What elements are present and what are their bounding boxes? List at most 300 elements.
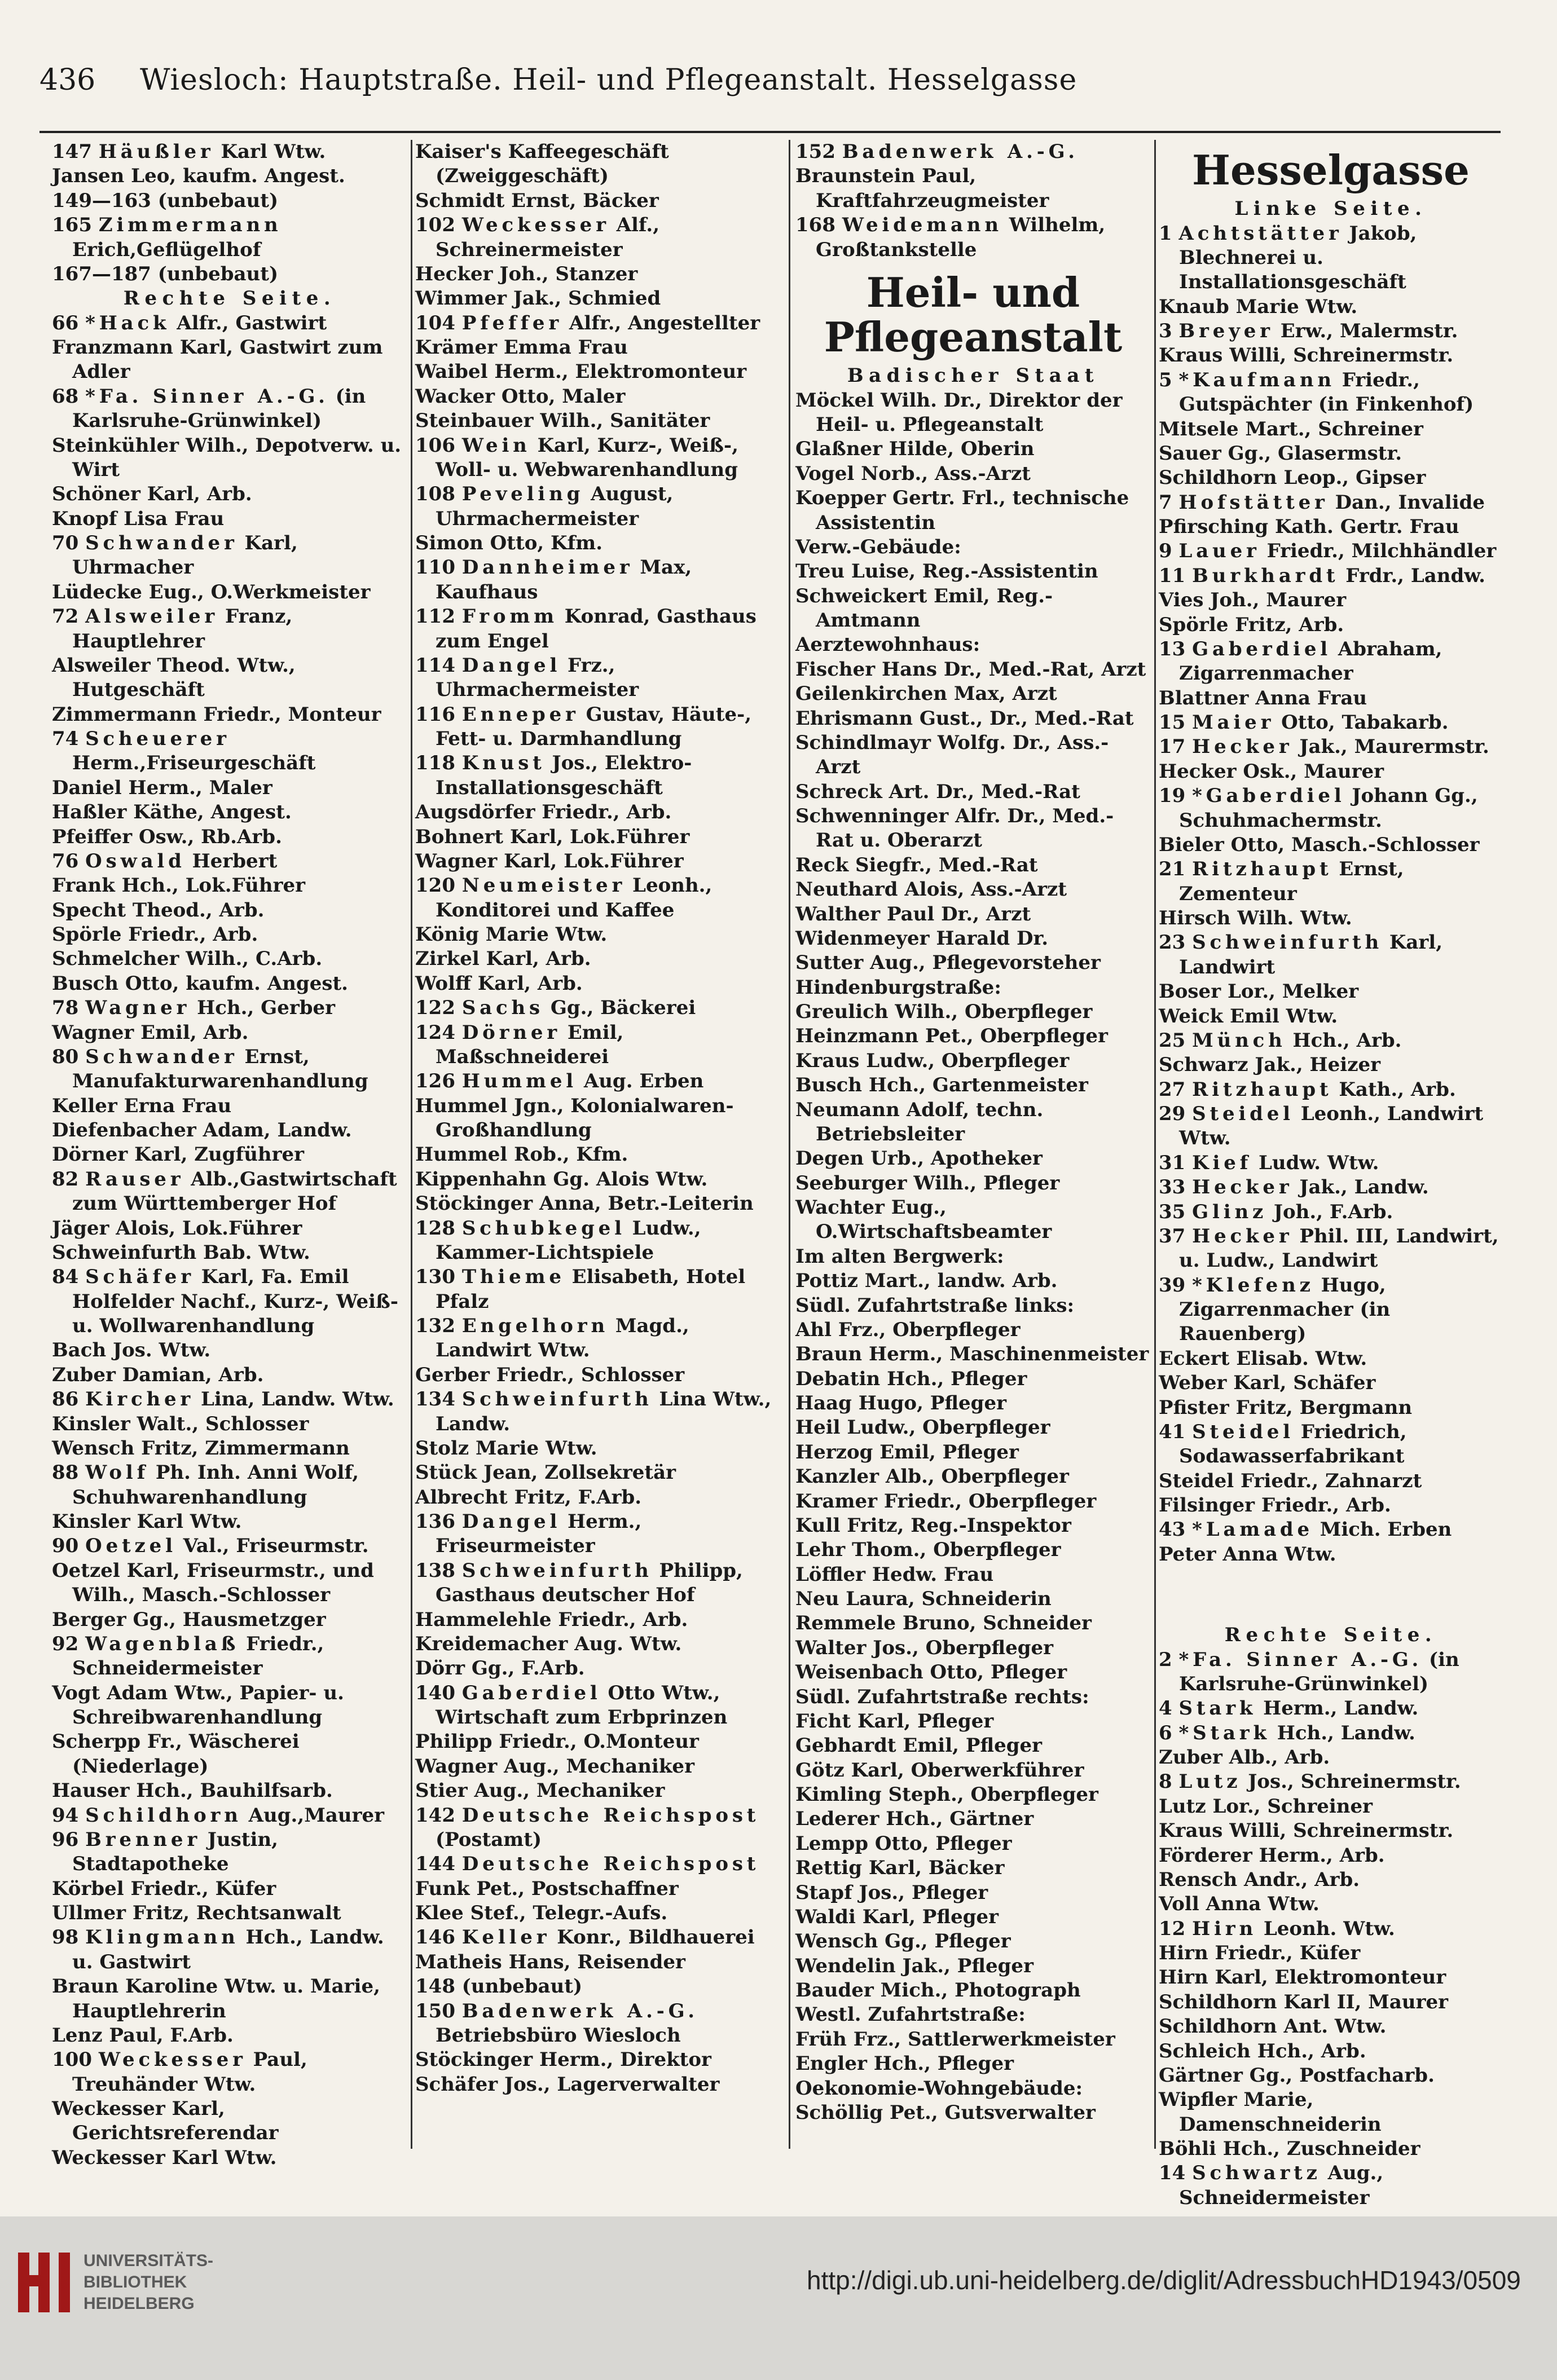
entry-text: Schildhorn Leop., Gipser xyxy=(1159,466,1426,490)
entry-text: Busch Otto, kaufm. Angest. xyxy=(52,972,349,995)
directory-entry xyxy=(415,1999,776,2048)
directory-entry xyxy=(795,559,1151,584)
directory-entry xyxy=(415,800,776,825)
directory-entry xyxy=(415,434,776,483)
house-number: 13 xyxy=(1159,637,1186,660)
entry-text: Frz., Uhrmachermeister xyxy=(436,654,639,702)
house-number: 134 xyxy=(415,1388,455,1411)
entry-text: Kaiser's Kaffeegeschäft (Zweiggeschäft) xyxy=(415,140,669,188)
header-rule xyxy=(39,131,1501,133)
entry-text: Friedr., Milchhändler xyxy=(1266,540,1497,563)
directory-entry xyxy=(52,140,407,164)
directory-entry xyxy=(52,1608,407,1632)
directory-entry xyxy=(415,1730,776,1754)
entry-text: Gustav, Häute-, Fett- u. Darmhandlung xyxy=(436,703,752,750)
entry-text: Greulich Wilh., Oberpfleger xyxy=(795,1001,1093,1023)
subsection-heading: Oekonomie-Wohngebäude: xyxy=(795,2077,1083,2100)
directory-entry xyxy=(1159,1347,1503,1371)
entry-text: Neu Laura, Schneiderin xyxy=(795,1588,1052,1610)
directory-entry xyxy=(795,1269,1151,1293)
entry-text: Friedr., Gutspächter (in Finkenhof) xyxy=(1179,368,1474,416)
directory-entry xyxy=(52,1828,407,1877)
directory-entry xyxy=(415,972,776,996)
directory-entry xyxy=(52,1265,407,1338)
entry-text: Schöllig Pet., Gutsverwalter xyxy=(795,2101,1096,2124)
entry-text: Haag Hugo, Pfleger xyxy=(795,1392,1006,1414)
directory-entry xyxy=(52,800,407,825)
directory-entry xyxy=(795,1391,1151,1416)
directory-entry xyxy=(1159,1892,1503,1916)
directory-entry xyxy=(795,2052,1151,2076)
entry-text: Specht Theod., Arb. xyxy=(52,898,265,922)
entry-text: Pottiz Mart., landw. Arb. xyxy=(795,1270,1058,1293)
owner-name: Brenner xyxy=(85,1828,201,1851)
entry-text: Boser Lor., Melker xyxy=(1159,980,1359,1003)
house-number: 90 xyxy=(52,1535,79,1558)
directory-entry xyxy=(795,1783,1151,1807)
directory-entry xyxy=(1159,1990,1503,2015)
directory-entry xyxy=(1159,417,1503,442)
directory-entry xyxy=(52,1021,407,1045)
entry-text: Hch., Arb. xyxy=(1292,1029,1402,1052)
owner-name: Dangel xyxy=(461,1510,561,1533)
entry-text: Karl Wtw. xyxy=(221,140,326,163)
entry-text: Hecker Osk., Maurer xyxy=(1159,760,1384,783)
directory-entry xyxy=(1159,2039,1503,2064)
house-number: 80 xyxy=(52,1045,79,1068)
entry-text: Franzmann Karl, Gastwirt zum Adler xyxy=(52,336,383,384)
entry-text: Phil. III, Landwirt, u. Ludw., Landwirt xyxy=(1179,1224,1499,1272)
side-heading: Rechte Seite. xyxy=(1224,1624,1437,1647)
directory-entry xyxy=(795,902,1151,927)
entry-text: Ludw. Wtw. xyxy=(1258,1151,1379,1174)
owner-name: Kief xyxy=(1192,1151,1252,1174)
entry-text: Kramer Friedr., Oberpfleger xyxy=(795,1489,1097,1513)
entry-text: Leonh., Konditorei und Kaffee xyxy=(436,874,712,922)
owner-name: Kircher xyxy=(85,1388,195,1411)
directory-entry xyxy=(795,853,1151,878)
directory-entry xyxy=(52,311,407,336)
directory-entry xyxy=(795,1636,1151,1660)
directory-entry xyxy=(52,1730,407,1779)
entry-text: Kreidemacher Aug. Wtw. xyxy=(415,1632,682,1655)
directory-entry xyxy=(795,1881,1151,1905)
entry-text: Frank Hch., Lok.Führer xyxy=(52,874,306,897)
house-number: 96 xyxy=(52,1828,79,1851)
directory-entry xyxy=(795,2101,1151,2125)
owner-name: Hecker xyxy=(1192,735,1293,759)
entry-text: Wimmer Jak., Schmied xyxy=(415,287,661,310)
entry-text: Zimmermann Friedr., Monteur xyxy=(52,703,381,726)
house-number: 12 xyxy=(1159,1917,1186,1940)
directory-entry xyxy=(52,1632,407,1681)
owner-name: Lauer xyxy=(1178,540,1260,563)
directory-entry xyxy=(1159,1029,1503,1053)
directory-entry xyxy=(1159,1053,1503,1077)
entry-text: Körbel Friedr., Küfer xyxy=(52,1877,276,1900)
entry-text: Karl, Kurz-, Weiß-, Woll- u. Webwarenhandlung xyxy=(436,434,738,481)
entry-text: Steinkühler Wilh., Depotverw. u. Wirt xyxy=(52,434,402,481)
house-number: 19 xyxy=(1159,784,1186,808)
entry-text: Stück Jean, Zollsekretär xyxy=(415,1461,676,1484)
directory-entry xyxy=(52,1779,407,1803)
entry-text: Alb.,Gastwirtschaft zum Württemberger Hof xyxy=(72,1167,397,1215)
directory-entry xyxy=(415,1656,776,1681)
house-number: 66 xyxy=(52,311,79,334)
directory-entry xyxy=(52,1363,407,1387)
entry-text: (in Karlsruhe-Grünwinkel) xyxy=(72,385,366,433)
entry-text: Konrad, Gasthaus zum Engel xyxy=(436,605,756,653)
directory-entry xyxy=(1159,319,1503,343)
house-number: 74 xyxy=(52,728,79,750)
directory-entry xyxy=(415,556,776,605)
directory-entry xyxy=(795,140,1151,164)
entry-text: Schmelcher Wilh., C.Arb. xyxy=(52,947,323,971)
entry-text: Dörner Karl, Zugführer xyxy=(52,1143,305,1166)
directory-entry xyxy=(795,1024,1151,1048)
directory-entry xyxy=(795,780,1151,804)
owner-name: Schwander xyxy=(85,532,238,554)
directory-entry xyxy=(415,996,776,1020)
house-number: 132 xyxy=(415,1315,455,1337)
directory-entry xyxy=(1159,442,1503,466)
directory-entry xyxy=(1159,1224,1503,1273)
entry-text: Löffler Hedw. Frau xyxy=(795,1563,994,1586)
directory-entry xyxy=(795,1367,1151,1391)
house-number: 168 xyxy=(795,214,835,237)
directory-entry xyxy=(52,482,407,506)
house-number: 116 xyxy=(415,703,455,726)
directory-entry xyxy=(415,874,776,923)
directory-entry xyxy=(795,1905,1151,1929)
column-2 xyxy=(415,140,776,2148)
entry-text: Klee Stef., Telegr.-Aufs. xyxy=(415,1902,668,1924)
directory-entry xyxy=(52,849,407,874)
directory-entry xyxy=(415,1559,776,1608)
directory-entry xyxy=(52,1681,407,1730)
entry-text: Filsinger Friedr., Arb. xyxy=(1159,1494,1391,1517)
house-number: 124 xyxy=(415,1021,455,1044)
entry-text: Lenz Paul, F.Arb. xyxy=(52,2024,234,2047)
subsection-heading: Aerztewohnhaus: xyxy=(795,633,980,656)
directory-entry xyxy=(795,164,1151,213)
entry-text: Herzog Emil, Pfleger xyxy=(795,1440,1019,1464)
directory-entry xyxy=(415,531,776,556)
directory-entry xyxy=(415,1925,776,1950)
house-number: 147 xyxy=(52,140,92,163)
entry-text: Justin, Stadtapotheke xyxy=(72,1828,279,1876)
entry-text: Aug., Schneidermeister xyxy=(1179,2162,1384,2209)
entry-text: Sauer Gg., Glasermstr. xyxy=(1159,442,1402,465)
entry-text: Schweickert Emil, Reg.-Amtmann xyxy=(795,584,1053,632)
entry-text: Haßler Käthe, Angest. xyxy=(52,801,292,824)
entry-text: Debatin Hch., Pfleger xyxy=(795,1367,1027,1390)
directory-entry xyxy=(795,731,1151,780)
entry-text: Hauser Hch., Bauhilfsarb. xyxy=(52,1779,333,1802)
directory-entry xyxy=(795,389,1151,438)
entry-text: Scherpp Fr., Wäscherei (Niederlage) xyxy=(52,1730,300,1778)
column-divider xyxy=(411,140,412,2149)
directory-entry xyxy=(795,584,1151,633)
house-number: 25 xyxy=(1159,1029,1186,1052)
directory-entry xyxy=(415,1510,776,1559)
entry-text: Sutter Aug., Pflegevorsteher xyxy=(795,951,1101,975)
directory-entry xyxy=(52,1094,407,1118)
directory-entry xyxy=(1159,2161,1503,2210)
directory-entry xyxy=(415,1486,776,1510)
owner-name: Hirn xyxy=(1192,1917,1257,1940)
column-4 xyxy=(1159,140,1503,2209)
entry-text: Johann Gg., Schuhmachermstr. xyxy=(1179,784,1478,832)
entry-text: Bieler Otto, Masch.-Schlosser xyxy=(1159,833,1480,856)
entry-text: Steidel Friedr., Zahnarzt xyxy=(1159,1469,1422,1492)
subsection-heading: Hindenburgstraße: xyxy=(795,976,1001,999)
directory-entry xyxy=(52,996,407,1020)
directory-entry xyxy=(52,1804,407,1828)
directory-entry xyxy=(795,1000,1151,1024)
directory-entry xyxy=(1159,1420,1503,1469)
owner-name: Rauser xyxy=(85,1167,184,1191)
library-name-line: HEIDELBERG xyxy=(83,2294,195,2313)
directory-entry xyxy=(52,580,407,605)
entry-text: Weber Karl, Schäfer xyxy=(1159,1372,1376,1395)
directory-entry xyxy=(1159,343,1503,368)
entry-text: Mitsele Mart., Schreiner xyxy=(1159,417,1423,440)
house-number: 76 xyxy=(52,849,79,872)
owner-name: Weidemann xyxy=(842,214,1002,237)
directory-entry xyxy=(415,849,776,874)
entry-text: Braun Herm., Maschinenmeister xyxy=(795,1343,1149,1366)
column-divider xyxy=(789,140,790,2149)
entry-text: Stöckinger Herm., Direktor xyxy=(415,2048,711,2072)
footer-bar xyxy=(0,2216,1557,2380)
entry-text: Berger Gg., Hausmetzger xyxy=(52,1608,326,1631)
owner-name: Thieme xyxy=(461,1266,565,1289)
directory-entry xyxy=(415,1069,776,1094)
directory-entry xyxy=(415,1143,776,1167)
directory-entry xyxy=(1159,1273,1503,1347)
entry-text: Hummel Jgn., Kolonialwaren-Großhandlung xyxy=(415,1094,734,1141)
directory-entry xyxy=(52,262,407,287)
house-number: 104 xyxy=(415,311,455,334)
entry-text: Spörle Friedr., Arb. xyxy=(52,923,258,946)
entry-text: Braun Karoline Wtw. u. Marie, Hauptlehrerin xyxy=(52,1975,380,2022)
library-name-line: UNIVERSITÄTS- xyxy=(83,2251,214,2270)
directory-entry xyxy=(1159,1746,1503,1770)
owner-name: Oswald xyxy=(85,849,186,872)
page-title: Wiesloch: Hauptstraße. Heil- und Pflegeanstalt. Hesselgasse xyxy=(140,63,1077,97)
house-number: 43 xyxy=(1159,1518,1186,1541)
entry-text: Waibel Herm., Elektromonteur xyxy=(415,360,747,384)
directory-entry xyxy=(795,1073,1151,1098)
entry-text: (Postamt) xyxy=(436,1828,542,1851)
house-number: 17 xyxy=(1159,735,1186,759)
entry-text: Peter Anna Wtw. xyxy=(1159,1542,1336,1566)
directory-entry xyxy=(415,1632,776,1656)
subsection-heading: Verw.-Gebäude: xyxy=(795,535,961,558)
owner-name: Pfeffer xyxy=(461,311,563,334)
entry-text: Ernst, Manufakturwarenhandlung xyxy=(72,1045,368,1093)
entry-text: Gebhardt Emil, Pfleger xyxy=(795,1734,1043,1757)
entry-text: Schöner Karl, Arb. xyxy=(52,483,252,506)
side-heading: Badischer Staat xyxy=(847,364,1099,387)
directory-entry xyxy=(415,1974,776,1999)
directory-entry xyxy=(795,1660,1151,1685)
directory-entry xyxy=(52,2048,407,2097)
entry-text: Jak., Landw. xyxy=(1299,1176,1429,1199)
entry-text: Treu Luise, Reg.-Assistentin xyxy=(795,560,1098,583)
house-number: 126 xyxy=(415,1070,455,1093)
house-number: 1 xyxy=(1159,222,1172,245)
owner-name: Breyer xyxy=(1178,320,1274,343)
entry-text: Wachter Eug., O.Wirtschaftsbeamter xyxy=(795,1196,1052,1244)
directory-entry xyxy=(415,1901,776,1925)
owner-name: *Kaufmann xyxy=(1178,368,1335,391)
directory-entry xyxy=(52,825,407,849)
entry-text: Friedr., Schneidermeister xyxy=(72,1632,324,1680)
directory-entry xyxy=(52,1877,407,1901)
directory-entry xyxy=(795,1538,1151,1562)
directory-entry xyxy=(52,1241,407,1265)
directory-entry xyxy=(1159,1175,1503,1200)
directory-entry xyxy=(415,923,776,947)
entry-text: Vies Joh., Maurer xyxy=(1159,589,1347,612)
entry-text: Engler Hch., Pfleger xyxy=(795,2052,1014,2075)
entry-text: Jakob, Blechnerei u. Installationsgeschäft xyxy=(1179,222,1417,294)
entry-text: Stapf Jos., Pfleger xyxy=(795,1881,988,1904)
entry-text: Karl, Uhrmacher xyxy=(72,532,298,579)
owner-name: Enneper xyxy=(461,703,579,726)
house-number: 37 xyxy=(1159,1224,1186,1248)
entry-text: Philipp, Gasthaus deutscher Hof xyxy=(436,1559,743,1607)
directory-entry xyxy=(52,1338,407,1363)
directory-entry xyxy=(1159,1965,1503,1990)
owner-name: Schweinfurth xyxy=(461,1388,653,1411)
entry-text: Bohnert Karl, Lok.Führer xyxy=(415,825,690,848)
owner-name: Fromm xyxy=(461,605,558,628)
entry-text: Aug.,Maurer xyxy=(248,1804,385,1827)
directory-entry xyxy=(1159,1819,1503,1843)
directory-entry xyxy=(795,1416,1151,1440)
section-title: Heil- und Pflegeanstalt xyxy=(824,268,1123,362)
owner-name: Sachs xyxy=(461,997,544,1020)
directory-entry xyxy=(1159,833,1503,857)
house-number: 112 xyxy=(415,605,455,628)
house-number: 98 xyxy=(52,1926,79,1949)
entry-text: Friedrich, Sodawasserfabrikant xyxy=(1179,1420,1407,1468)
directory-entry xyxy=(415,1877,776,1901)
directory-entry xyxy=(52,1510,407,1534)
directory-entry xyxy=(795,1954,1151,1978)
entry-text: Hugo, Zigarrenmacher (in Rauenberg) xyxy=(1179,1273,1391,1346)
directory-entry xyxy=(1159,515,1503,539)
section-title: Hesselgasse xyxy=(1192,146,1470,194)
directory-entry xyxy=(415,751,776,800)
owner-name: Wein xyxy=(461,434,531,457)
directory-entry xyxy=(1159,735,1503,759)
directory-entry xyxy=(52,434,407,483)
directory-entry xyxy=(1159,1371,1503,1395)
directory-entry xyxy=(1159,1844,1503,1868)
entry-text: Magd., Landwirt Wtw. xyxy=(436,1315,689,1362)
owner-name: *Hack xyxy=(85,311,170,334)
directory-entry xyxy=(415,1436,776,1461)
directory-entry xyxy=(795,1758,1151,1783)
entry-text: (in Karlsruhe-Grünwinkel) xyxy=(1179,1648,1459,1695)
entry-text: Götz Karl, Oberwerkführer xyxy=(795,1758,1084,1782)
directory-entry xyxy=(52,703,407,727)
entry-text: Albrecht Fritz, F.Arb. xyxy=(415,1486,642,1509)
entry-text: Pfeiffer Osw., Rb.Arb. xyxy=(52,825,282,848)
directory-entry xyxy=(415,336,776,360)
directory-entry xyxy=(795,1734,1151,1758)
directory-entry xyxy=(795,1465,1151,1489)
directory-entry xyxy=(1159,857,1503,906)
entry-text: Glaßner Hilde, Oberin xyxy=(795,438,1035,461)
house-number: 84 xyxy=(52,1266,79,1289)
entry-text: Betriebsbüro Wiesloch xyxy=(436,2024,681,2047)
entry-text: Pfister Fritz, Bergmann xyxy=(1159,1396,1413,1419)
entry-text: Knopf Lisa Frau xyxy=(52,507,225,530)
directory-entry xyxy=(52,385,407,434)
directory-entry xyxy=(795,1563,1151,1587)
house-number: 15 xyxy=(1159,711,1186,734)
source-url[interactable]: http://digi.ub.uni-heidelberg.de/diglit/AdressbuchHD1943/0509 xyxy=(807,2266,1521,2295)
directory-entry xyxy=(795,1587,1151,1611)
directory-entry xyxy=(415,703,776,752)
entry-text: Jos., Schreinermstr. xyxy=(1248,1770,1461,1793)
directory-entry xyxy=(52,507,407,531)
directory-entry xyxy=(1159,2088,1503,2137)
entry-text: Stier Aug., Mechaniker xyxy=(415,1779,665,1802)
directory-entry xyxy=(52,189,407,213)
house-number: 7 xyxy=(1159,491,1172,514)
house-number: 150 xyxy=(415,1999,455,2022)
owner-name: Dörner xyxy=(461,1021,561,1044)
directory-entry xyxy=(415,1608,776,1632)
entry-text: Geilenkirchen Max, Arzt xyxy=(795,682,1057,706)
directory-entry xyxy=(52,1412,407,1436)
entry-text: Braunstein Paul, Kraftfahrzeugmeister xyxy=(795,165,1049,212)
entry-text: Wagner Karl, Lok.Führer xyxy=(415,849,684,872)
owner-name: Scheuerer xyxy=(85,728,230,750)
entry-text: Weckesser Karl Wtw. xyxy=(52,2146,277,2169)
directory-entry xyxy=(1159,1102,1503,1151)
side-heading: Linke Seite. xyxy=(1234,197,1427,221)
entry-text: Weick Emil Wtw. xyxy=(1159,1004,1338,1028)
directory-entry xyxy=(52,1534,407,1558)
directory-entry xyxy=(415,947,776,971)
house-number: 120 xyxy=(415,874,455,897)
entry-text: Kraus Willi, Schreinermstr. xyxy=(1159,344,1454,367)
entry-text: Förderer Herm., Arb. xyxy=(1159,1844,1385,1867)
directory-entry xyxy=(1159,980,1503,1004)
entry-text: Dan., Invalide xyxy=(1335,491,1485,514)
directory-entry xyxy=(1159,564,1503,588)
entry-text: Kippenhahn Gg. Alois Wtw. xyxy=(415,1167,708,1191)
directory-entry xyxy=(1159,1770,1503,1794)
entry-text: Kath., Arb. xyxy=(1339,1078,1456,1101)
entry-text: Erw., Malermstr. xyxy=(1280,320,1458,343)
entry-text: Gärtner Gg., Postfacharb. xyxy=(1159,2064,1435,2087)
house-number: 100 xyxy=(52,2048,92,2072)
entry-text: Ph. Inh. Anni Wolf, Schuhwarenhandlung xyxy=(72,1461,359,1509)
entry-text: Gg., Bäckerei xyxy=(550,997,696,1020)
entry-text: Kinsler Karl Wtw. xyxy=(52,1510,242,1533)
directory-entry xyxy=(415,1094,776,1143)
directory-entry xyxy=(1159,2015,1503,2039)
directory-entry xyxy=(1159,539,1503,563)
